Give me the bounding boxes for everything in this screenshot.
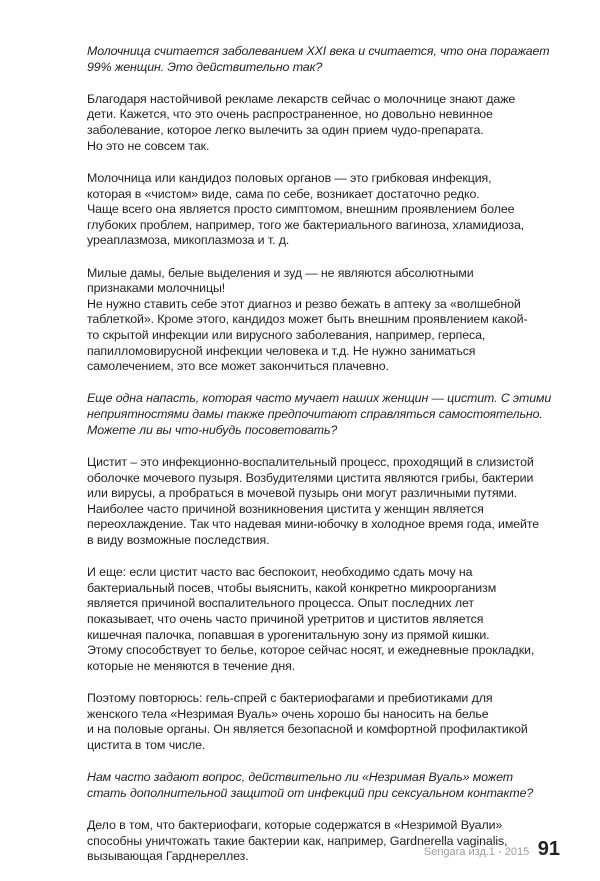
text-line: в виду возможные последствия. [87,532,270,547]
page-footer [0,838,560,861]
answer-paragraph [87,455,567,549]
answer-paragraph [87,171,567,249]
text-line: Молочница или кандидоз половых органов — это грибковая инфекция, [87,170,492,185]
text-line: Молочница считается заболеванием XXI века и считается, что она поражает [87,44,550,58]
text-line: Еще одна напасть, которая часто мучает наших женщин — цистит. С этими [87,391,552,406]
text-line: женского тела «Незримая Вуаль» очень хорошо бы наносить на белье [87,706,489,721]
text-line: Поэтому повторюсь: гель-спрей с бактериофагами и пребиотиками для [87,691,493,705]
text-line: является причиной воспалительного процесса. Опыт последних лет [87,596,474,611]
text-line: и на половые органы. Он является безопасной и комфортной профилактикой [87,722,528,737]
text-line: заболевание, которое легко вылечить за один прием чудо-препарата. [87,123,484,138]
text-line: Чаще всего она является просто симптомом, внешним проявлением более [87,202,515,217]
text-line: вызывающая Гарднереллез. [87,849,249,864]
text-line: И еще: если цистит часто вас беспокоит, необходимо сдать мочу на [87,565,473,580]
question-paragraph [87,391,567,438]
answer-paragraph [87,266,567,375]
text-line: переохлаждение. Так что надевая мини-юбочку в холодное время года, имейте [87,517,540,532]
text-line: Этому способствует то белье, которое сейчас носят, и ежедневные прокладки, [87,643,535,658]
text-line: признаками молочницы! [87,281,226,296]
text-line: то скрытой инфекции или вирусного заболевания, например, герпеса, [87,327,486,342]
text-line: бактериальный посев, чтобы выяснить, какой конкретно микроорганизм [87,580,497,595]
text-line: Милые дамы, белые выделения и зуд — не являются абсолютными [87,265,474,280]
text-line: неприятностями дамы также предпочитают справляться самостоятельно. [87,407,543,422]
text-line: показывает, что очень часто причиной уретритов и циститов является [87,611,484,626]
page-number: 91 [537,838,560,860]
text-line: 99% женщин. Это действительно так? [87,59,323,74]
text-line: Нам часто задают вопрос, действительно ли «Незримая Вуаль» может [87,770,513,785]
text-line: способны уничтожать такие бактерии как, например, Gardnerella vaginalis, [87,833,508,848]
text-line: Наиболее часто причиной возникновения цистита у женщин является [87,501,484,516]
text-line: или вирусы, а пробраться в мочевой пузырь они могут различными путями. [87,486,518,501]
text-line: самолечением, это все может закончиться плачевно. [87,359,389,374]
text-line: уреаплазмоза, микоплазмоза и т. д. [87,233,290,248]
answer-paragraph [87,565,567,674]
text-line: Можете ли вы что-нибудь посоветовать? [87,422,338,437]
text-line: оболочке мочевого пузыря. Возбудителями цистита являются грибы, бактерии [87,470,534,485]
question-paragraph [87,770,567,801]
text-line: Дело в том, что бактериофаги, которые содержатся в «Незримой Вуали» [87,817,503,832]
text-line: таблеткой». Кроме этого, кандидоз может быть внешним проявлением какой- [87,312,528,327]
article-body [87,44,567,881]
text-line: дети. Кажется, что это очень распространенное, но довольно невинное [87,107,493,122]
issue-label: Sengara изд.1 - 2015 [423,846,530,858]
text-line: Не нужно ставить себе этот диагноз и резво бежать в аптеку за «волшебной [87,296,521,311]
text-line: папилломовирусной инфекции человека и т.д. Не нужно заниматься [87,343,476,358]
answer-paragraph [87,92,567,154]
answer-paragraph [87,691,567,753]
text-line: Но это не совсем так. [87,138,210,153]
text-line: глубоких проблем, например, того же бактериального вагиноза, хламидиоза, [87,217,525,232]
text-line: Благодаря настойчивой рекламе лекарств сейчас о молочнице знают даже [87,91,516,106]
text-line: которые не меняются в течение дня. [87,658,296,673]
question-paragraph [87,44,567,75]
text-line: кишечная палочка, попавшая в урогенитальную зону из прямой кишки. [87,627,490,642]
text-line: Цистит – это инфекционно-воспалительный процесс, проходящий в слизистой [87,454,534,469]
text-line: цистита в том числе. [87,737,206,752]
text-line: стать дополнительной защитой от инфекций при сексуальном контакте? [87,785,534,800]
text-line: которая в «чистом» виде, сама по себе, возникает достаточно редко. [87,186,480,201]
